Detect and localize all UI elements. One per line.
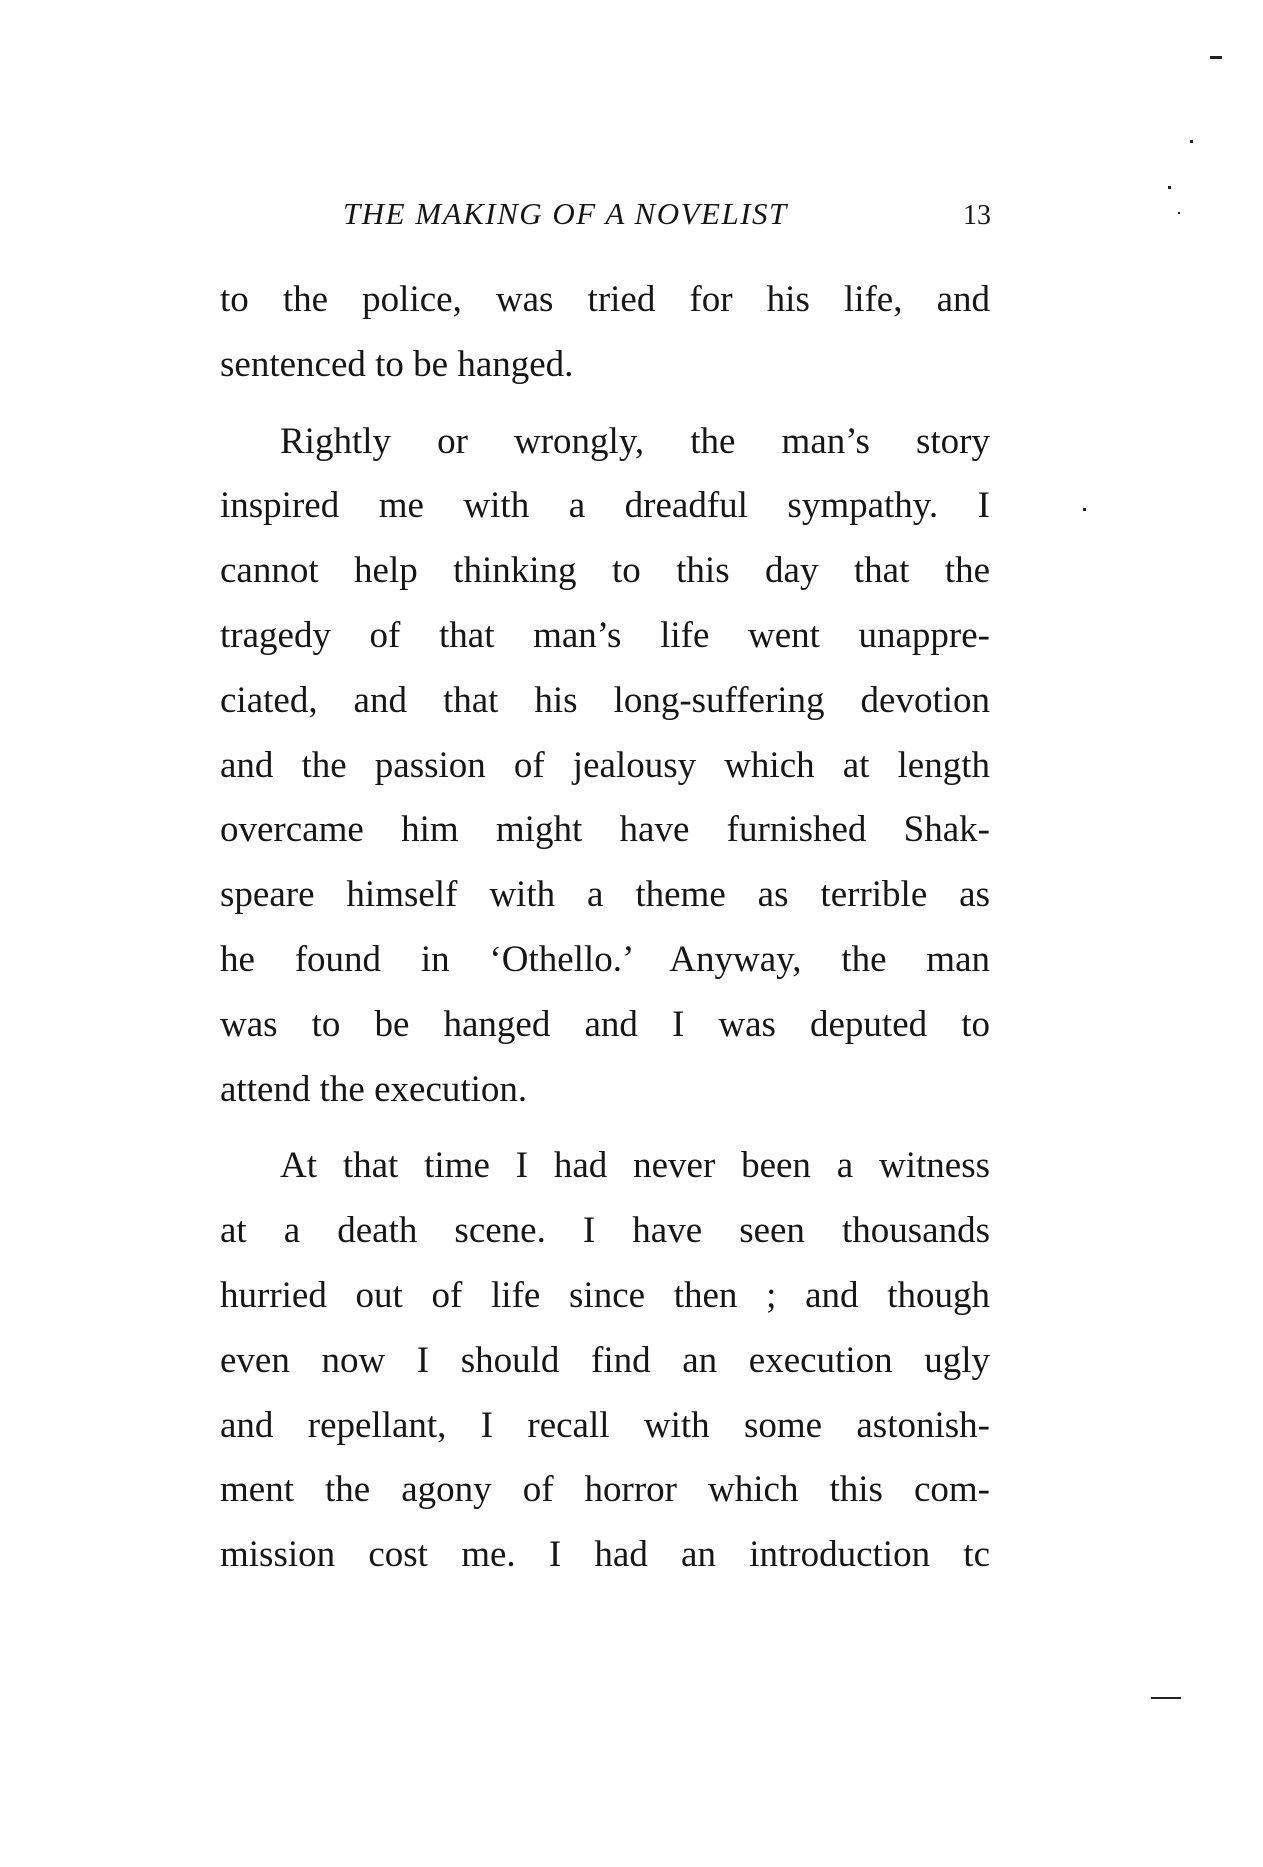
- text-line: ment the agony of horror which this com-: [220, 1469, 990, 1511]
- text-line: and repellant, I recall with some astonish-: [220, 1404, 990, 1446]
- scan-speck: [1190, 140, 1193, 143]
- text-line: sentenced to be hanged.: [220, 343, 574, 385]
- paragraph-gap: [220, 1122, 990, 1134]
- scan-speck: [1083, 508, 1086, 511]
- text-line: At that time I had never been a witness: [280, 1145, 990, 1187]
- page-number: 13: [963, 200, 991, 231]
- text-line: hurried out of life since then ; and though: [220, 1274, 990, 1316]
- text-line: cannot help thinking to this day that the: [220, 550, 990, 592]
- text-line: to the police, was tried for his life, and: [220, 279, 990, 320]
- paragraph-gap: [220, 398, 990, 410]
- text-line: was to be hanged and I was deputed to: [220, 1003, 990, 1045]
- text-line: he found in ‘Othello.’ Anyway, the man: [220, 938, 990, 980]
- text-line: speare himself with a theme as terrible as: [220, 874, 990, 916]
- text-line: Rightly or wrongly, the man’s story: [280, 420, 990, 462]
- running-title: THE MAKING OF A NOVELIST: [343, 196, 788, 231]
- text-line: attend the execution.: [220, 1068, 528, 1110]
- text-line: even now I should find an execution ugly: [220, 1339, 990, 1381]
- text-line: mission cost me. I had an introduction tc: [220, 1534, 990, 1576]
- text-line: ciated, and that his long-suffering devotion: [220, 679, 990, 721]
- body-text: [220, 268, 990, 1588]
- scan-speck: [1210, 56, 1222, 59]
- text-line: and the passion of jealousy which at length: [220, 744, 990, 786]
- text-line: inspired me with a dreadful sympathy. I: [220, 485, 990, 527]
- running-head: [343, 196, 993, 236]
- scan-speck: [1168, 186, 1171, 189]
- text-line: overcame him might have furnished Shak-: [220, 809, 990, 851]
- text-line: at a death scene. I have seen thousands: [220, 1210, 990, 1252]
- scan-speck: [1151, 1697, 1181, 1699]
- scan-speck: [1178, 212, 1180, 214]
- text-line: tragedy of that man’s life went unappre-: [220, 614, 990, 656]
